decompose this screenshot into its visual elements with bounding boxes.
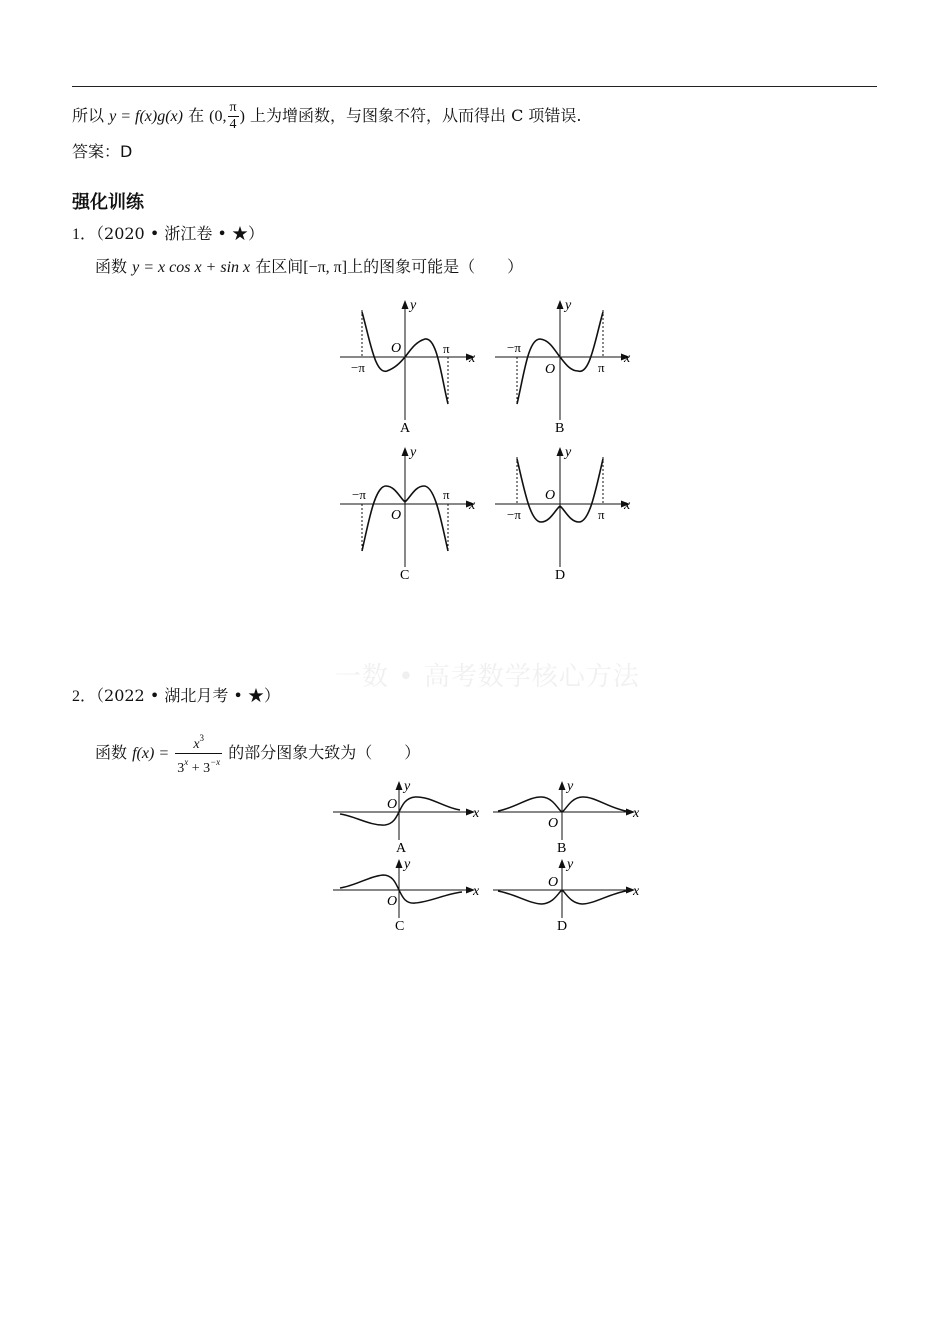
option-label: B [555,421,565,436]
y-arrow [402,447,409,456]
p2-frac-den: $3^x + 3^{-x}$ [177,757,221,776]
y-label: y [404,779,411,794]
p1-stem-mid: 在区间 [255,257,304,276]
frac-num: π [229,100,237,115]
y-label: y [410,445,417,460]
y-label: y [567,857,574,872]
problem-2-header [72,686,280,707]
pos-pi-label: π [443,341,450,356]
prev-solution-line [72,100,582,133]
x-label: x [624,351,631,366]
option-label: A [396,841,407,856]
problem-1-number: 1． [72,226,97,243]
x-label: x [473,806,480,821]
y-label: y [410,298,417,313]
pos-pi-label: π [598,360,605,375]
p2-stem-prefix: 函数 [95,743,128,762]
problem-1-stem [95,257,523,278]
problem-2-stem [95,730,420,777]
answer-line: 答案：D [72,142,133,161]
p2-option-c-graph [330,856,485,934]
curve-c [340,875,462,903]
y-arrow [557,300,564,309]
origin-label: O [387,797,398,812]
prev-expr: y = f(x)g(x) [109,108,183,125]
y-arrow [396,781,403,790]
p1-option-d-graph [490,442,640,587]
neg-pi-label: −π [352,487,366,502]
y-arrow [557,447,564,456]
option-label: A [400,421,411,436]
prev-suffix: 上为增函数，与图象不符，从而得出 C 项错误. [250,106,582,125]
problem-1-header [72,224,264,245]
y-label: y [565,445,572,460]
p1-option-c-graph [335,442,485,587]
p1-formula: y = x cos x + sin x [132,259,251,276]
origin-label: O [548,875,559,890]
x-label: x [633,806,640,821]
origin-label: O [548,816,559,831]
x-label: x [473,884,480,899]
p1-stem-suffix: 上的图象可能是（ ） [347,257,524,276]
option-label: C [395,919,405,934]
y-arrow [559,781,566,790]
problem-2-number: 2． [72,688,97,705]
option-label: D [557,919,568,934]
p1-option-b-graph [490,295,640,440]
p2-option-d-graph [490,856,645,934]
neg-pi-label: −π [507,507,521,522]
y-arrow [559,859,566,868]
x-label: x [633,884,640,899]
prev-in-word: 在 [188,106,205,125]
p2-frac-num: $x^3$ [175,730,222,754]
p1-option-a-graph [335,295,485,440]
neg-pi-label: −π [351,360,365,375]
curve-a [340,797,460,825]
p1-interval: [−π, π] [303,259,348,276]
origin-label: O [391,508,402,523]
origin-label: O [545,362,556,377]
pi-over-4-fraction [228,100,239,133]
option-label: B [557,841,567,856]
y-arrow [402,300,409,309]
p2-fraction [175,730,222,777]
header-rule [72,86,877,87]
x-label: x [624,498,631,513]
p2-option-b-graph [490,778,645,856]
p2-option-a-graph [330,778,485,856]
watermark: 一数 • 高考数学核心方法 [335,662,640,692]
option-label: D [555,568,566,583]
y-label: y [567,779,574,794]
prev-interval-close: ) [239,108,245,125]
y-label: y [565,298,572,313]
neg-pi-label: −π [507,340,521,355]
pos-pi-label: π [598,507,605,522]
problem-1-source: （2020 • 浙江卷 • ★） [96,224,264,243]
pos-pi-label: π [443,487,450,502]
p2-formula-lhs: f(x) = [132,745,170,762]
frac-den: 4 [229,117,237,132]
y-label: y [404,857,411,872]
x-label: x [469,498,476,513]
p2-stem-suffix: 的部分图象大致为（ ） [228,743,421,762]
section-title: 强化训练 [72,192,144,213]
origin-label: O [387,894,398,909]
option-label: C [400,568,410,583]
y-arrow [396,859,403,868]
prev-interval-open: (0, [209,108,227,125]
x-label: x [469,351,476,366]
problem-2-source: （2022 • 湖北月考 • ★） [96,686,280,705]
origin-label: O [545,488,556,503]
origin-label: O [391,341,402,356]
prev-prefix: 所以 [72,106,105,125]
p1-stem-prefix: 函数 [95,257,128,276]
